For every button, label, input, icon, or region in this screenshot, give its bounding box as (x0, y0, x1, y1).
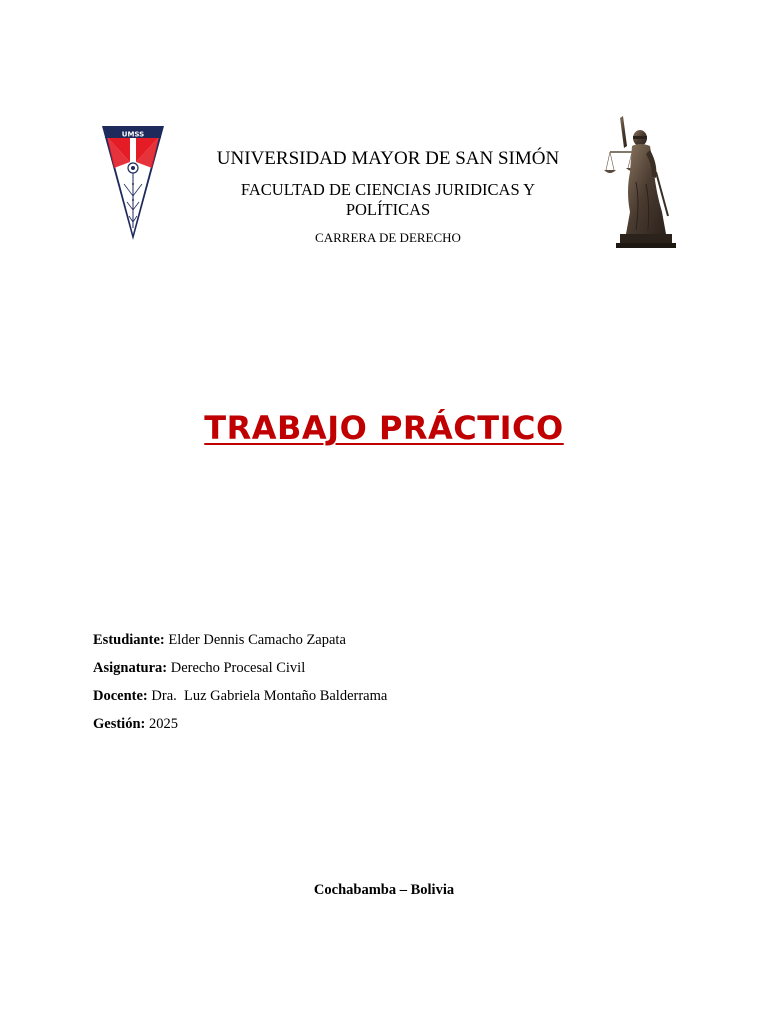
faculty-line-1: FACULTAD DE CIENCIAS JURIDICAS Y (240, 180, 536, 199)
detail-row-subject (93, 658, 653, 678)
umss-shield-logo-icon (84, 116, 176, 246)
document-title (0, 404, 768, 452)
detail-value: Dra. Luz Gabriela Montaño Balderrama (147, 688, 388, 704)
detail-label: Asignatura: (93, 660, 168, 676)
institution-header (180, 146, 596, 247)
university-name: UNIVERSIDAD MAYOR DE SAN SIMÓN (216, 148, 560, 169)
document-title-text: TRABAJO PRÁCTICO (204, 409, 564, 447)
detail-row-year (93, 714, 653, 734)
detail-row-teacher (93, 686, 653, 706)
detail-label: Gestión: (93, 716, 146, 732)
detail-label: Docente: (93, 688, 148, 704)
detail-row-student (93, 630, 653, 650)
career-name: CARRERA DE DERECHO (315, 230, 461, 245)
umss-logo-text: UMSS (121, 130, 145, 139)
student-details (93, 630, 653, 742)
detail-label: Estudiante: (93, 632, 165, 648)
detail-value: Derecho Procesal Civil (167, 660, 306, 676)
detail-value: Elder Dennis Camacho Zapata (164, 632, 346, 648)
detail-value: 2025 (145, 716, 178, 732)
faculty-line-2: POLÍTICAS (345, 200, 431, 219)
faculty-name (180, 180, 596, 220)
lady-justice-statue-icon (596, 112, 688, 252)
city-location: Cochabamba – Bolivia (313, 882, 455, 898)
